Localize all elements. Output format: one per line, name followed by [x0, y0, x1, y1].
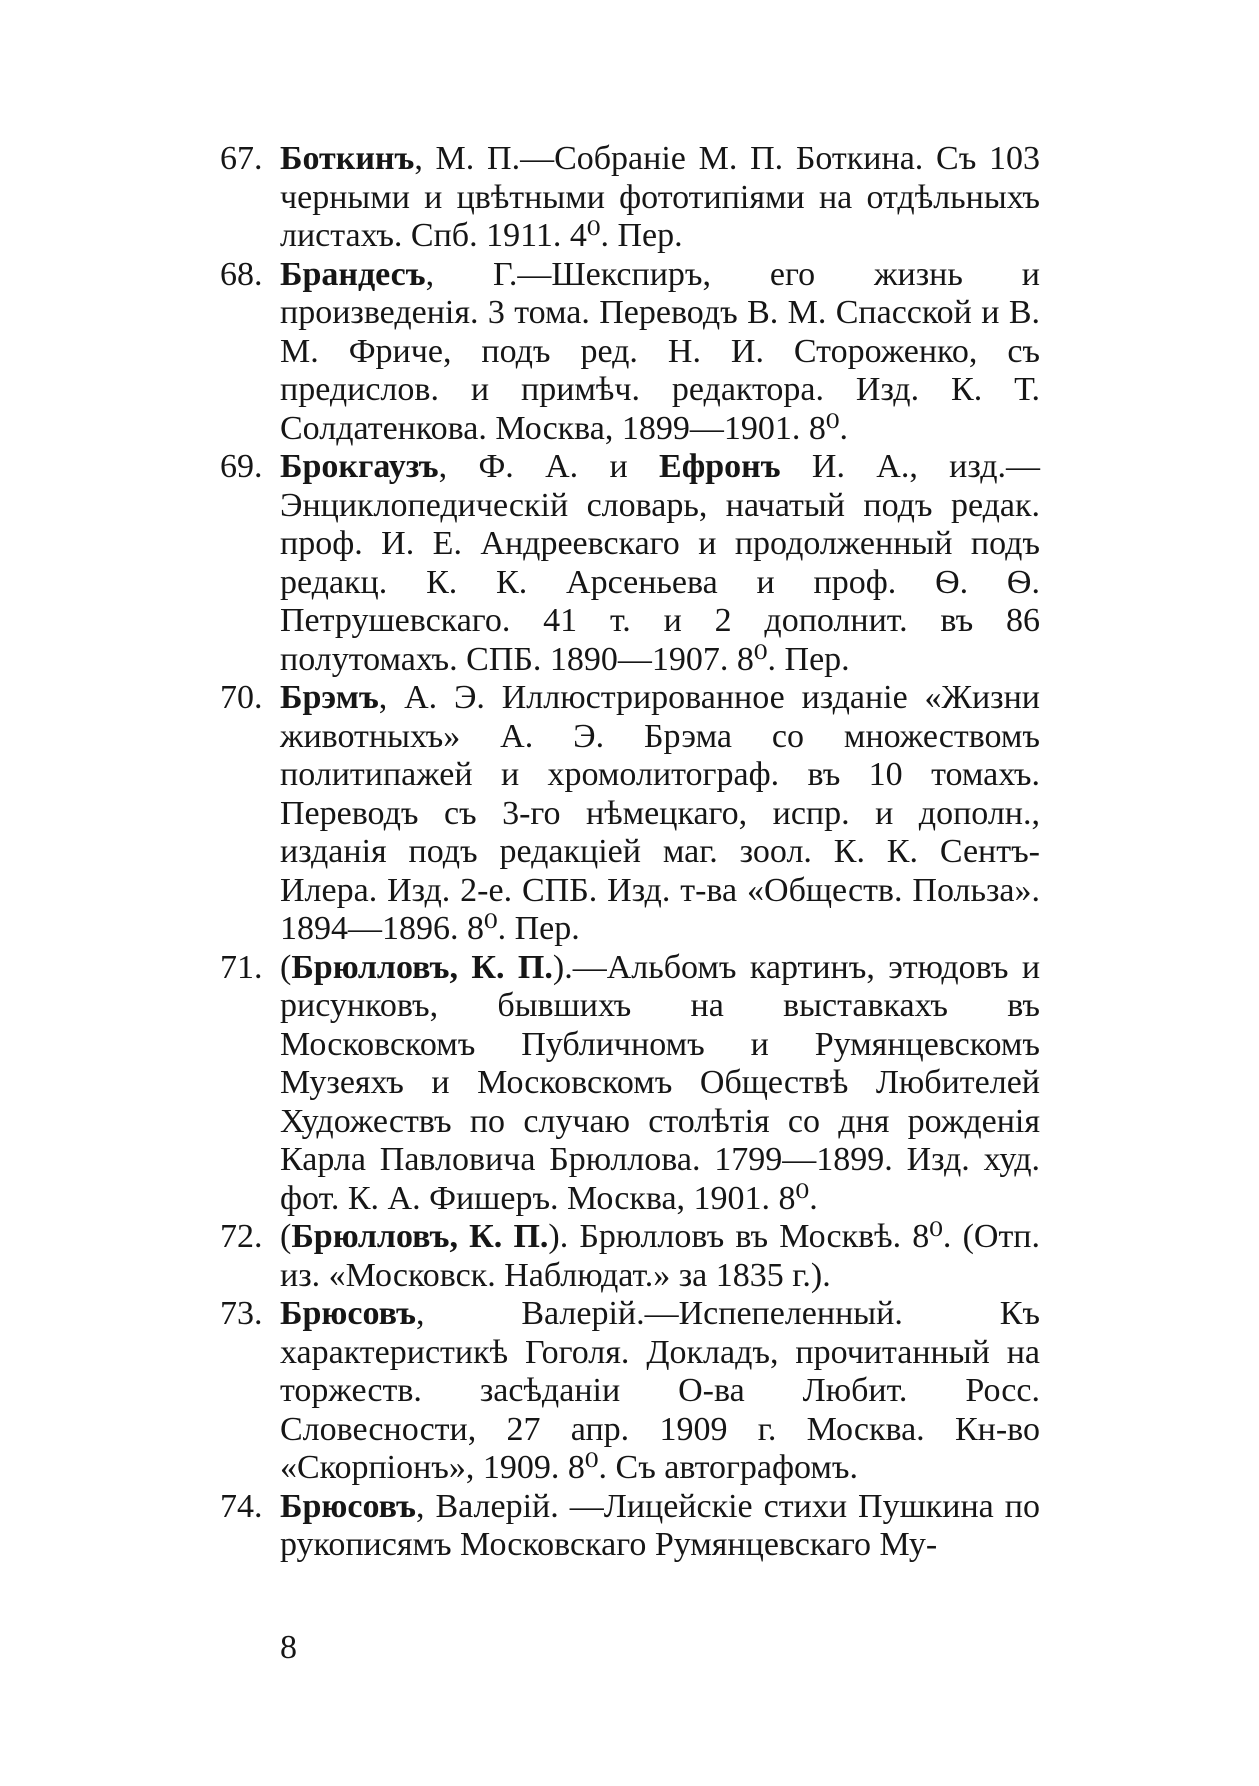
entry-number: 72.: [220, 1218, 263, 1255]
entry-number: 68.: [220, 255, 263, 293]
entry-number: 71.: [220, 948, 263, 986]
entry-author: Брандесъ: [280, 255, 426, 293]
entry-text: ).—Альбомъ картинъ, этюдовъ и рисунковъ, бывшихъ на выставкахъ въ Московскомъ Публичномъ и Румянцевскомъ Музеяхъ и Московскомъ Обществѣ Любителей Художествъ по случаю столѣтія со дня рожденія Карла Павловича Брюллова. 1799—1899. Изд. худ. фот. К. А. Фишеръ. Москва, 1901. 8⁰.: [280, 948, 1041, 1217]
entry-number: 73.: [220, 1295, 263, 1332]
bibliography-entry-68: [220, 256, 1040, 449]
entry-text: , Валерій. —Лицейскіе стихи Пушкина по рукописямъ Московскаго Румянцевскаго Му-: [280, 1487, 1040, 1563]
entry-text-continued: И. А., изд.—Энциклопедическій словарь, начатый подъ редак. проф. И. Е. Андреевскаго и продолженный подъ редакц. К. К. Арсеньева и проф. Ѳ. Ѳ. Петрушевскаго. 41 т. и 2 дополнит. въ 86 полутомахъ. СПБ. 1890—1907. 8⁰. Пер.: [280, 448, 1040, 678]
bibliography-entry-70: [220, 679, 1040, 949]
entry-author: Брокгаузъ: [280, 448, 439, 485]
entry-coauthor: Ефронъ: [659, 448, 781, 485]
entry-text: , Валерій.—Испепеленный. Къ характеристикѣ Гоголя. Докладъ, прочитанный на торжеств. засѣданіи О-ва Любит. Росс. Словесности, 27 апр. 1909 г. Москва. Кн-во «Скорпіонъ», 1909. 8⁰. Съ автографомъ.: [280, 1295, 1040, 1486]
entry-number: 74.: [220, 1487, 263, 1525]
entry-text: , Ф. А. и: [438, 448, 660, 485]
entry-author: Боткинъ: [280, 140, 415, 177]
entry-text: ). Брюлловъ въ Москвѣ. 8⁰. (Отп. из. «Московск. Наблюдат.» за 1835 г.).: [280, 1218, 1041, 1294]
entry-prefix: (: [280, 1218, 292, 1255]
bibliography-entry-72: [220, 1218, 1040, 1295]
entry-author: Брюсовъ: [280, 1487, 416, 1525]
entry-author: Брюлловъ, К. П.: [291, 948, 553, 986]
bibliography-entry-73: [220, 1295, 1040, 1488]
entry-text: , Г.—Шекспиръ, его жизнь и произведенія. 3 тома. Переводъ В. М. Спасской и В. М. Фриче, подъ ред. Н. И. Стороженко, съ предислов. и примѣч. редактора. Изд. К. Т. Солдатенкова. Москва, 1899—1901. 8⁰.: [280, 255, 1040, 447]
bibliography-entry-74: [220, 1488, 1040, 1565]
entry-author: Брюлловъ, К. П.: [291, 1218, 549, 1255]
entry-text: , А. Э. Иллюстрированное изданіе «Жизни животныхъ» А. Э. Брэма со множествомъ политипажей и хромолитограф. въ 10 томахъ. Переводъ съ 3-го нѣмецкаго, испр. и дополн., изданія подъ редакціей маг. зоол. К. К. Сентъ-Илера. Изд. 2-е. СПБ. Изд. т-ва «Обществ. Польза». 1894—1896. 8⁰. Пер.: [280, 679, 1040, 947]
entry-number: 70.: [220, 679, 263, 716]
page-number: 8: [280, 1629, 297, 1666]
entry-prefix: (: [280, 948, 292, 986]
entry-author: Брэмъ: [280, 679, 379, 716]
entry-author: Брюсовъ: [280, 1295, 416, 1332]
bibliography-entry-69: [220, 448, 1040, 679]
entry-number: 69.: [220, 448, 263, 485]
entry-number: 67.: [220, 140, 263, 177]
bibliography-list: [220, 140, 1040, 1565]
bibliography-entry-71: [220, 949, 1040, 1219]
entry-text: , М. П.—Собраніе М. П. Боткина. Съ 103 черными и цвѣтными фототипіями на отдѣльныхъ листахъ. Спб. 1911. 4⁰. Пер.: [280, 140, 1040, 254]
bibliography-entry-67: [220, 140, 1040, 256]
